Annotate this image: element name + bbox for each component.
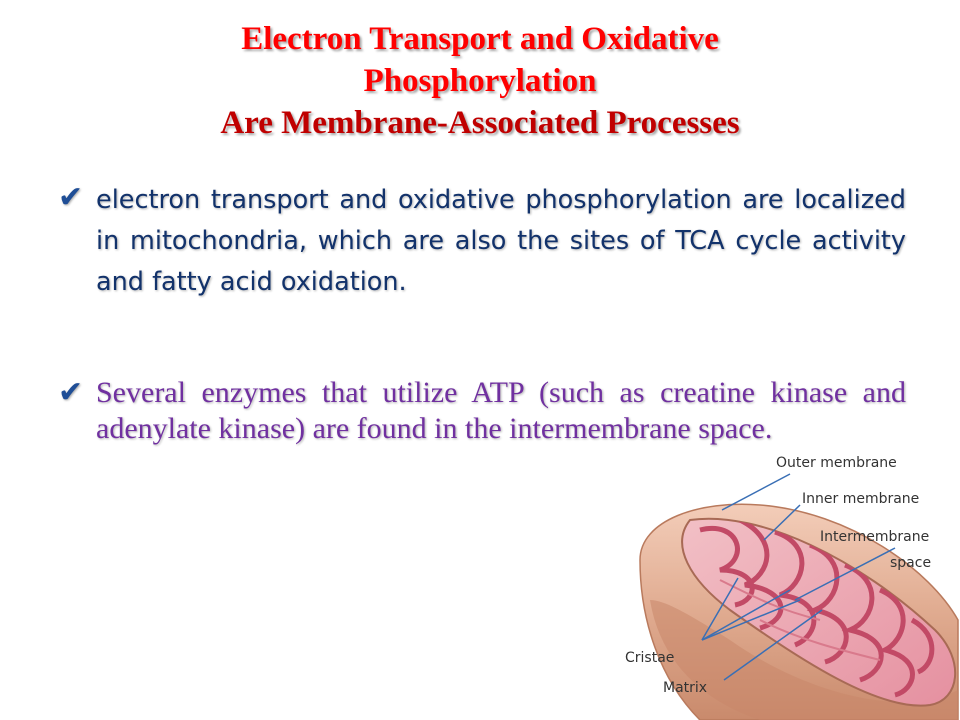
title-line-1: Electron Transport and Oxidative (241, 21, 719, 57)
label-inner-membrane: Inner membrane (802, 491, 920, 507)
bullet-1-text: electron transport and oxidative phosphorylation are localized in mitochondria, which are also the sites of TCA cycle activity and fatty acid oxidation. (96, 185, 906, 297)
bullet-2-text: Several enzymes that utilize ATP (such as creatine kinase and adenylate kinase) are found in the intermembrane space. (96, 376, 906, 445)
checkmark-icon: ✔ (58, 375, 84, 410)
label-intermembrane-line-1: Intermembrane (820, 529, 930, 545)
checkmark-icon: ✔ (58, 180, 84, 215)
label-cristae: Cristae (625, 650, 675, 666)
title-line-3: Are Membrane-Associated Processes (220, 105, 740, 141)
title-line-2: Phosphorylation (363, 63, 597, 99)
label-outer-membrane: Outer membrane (776, 455, 897, 471)
label-intermembrane-line-2: space (890, 555, 932, 571)
label-matrix: Matrix (663, 680, 708, 696)
